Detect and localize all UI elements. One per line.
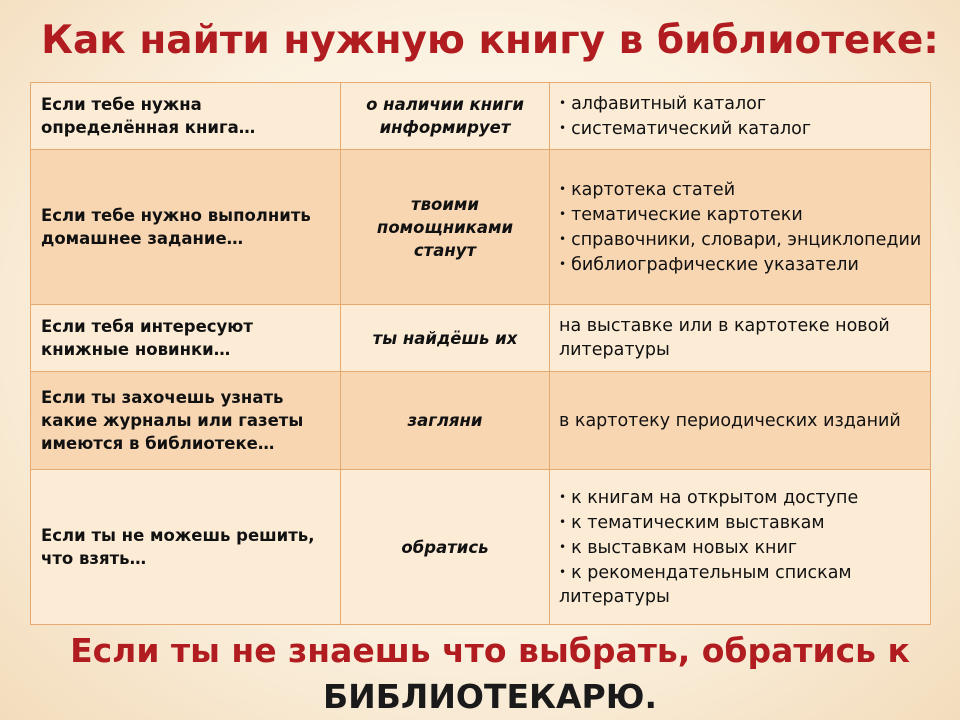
table-row bbox=[31, 150, 931, 305]
result-cell: в картотеку периодических изданий bbox=[550, 372, 931, 470]
list-item: • алфавитный каталог bbox=[559, 94, 767, 114]
table-row bbox=[31, 470, 931, 625]
action-cell: твоими помощниками станут bbox=[341, 150, 550, 305]
footer-line-2: БИБЛИОТЕКАРЮ. bbox=[322, 677, 658, 716]
action-cell: обратись bbox=[341, 470, 550, 625]
list-item: • тематические картотеки bbox=[559, 205, 803, 225]
table-row bbox=[31, 372, 931, 470]
list-item: • картотека статей bbox=[559, 180, 736, 200]
result-list bbox=[559, 177, 922, 277]
condition-cell: Если ты захочешь узнать какие журналы или газеты имеются в библиотеке… bbox=[31, 372, 341, 470]
table-row bbox=[31, 83, 931, 150]
library-guide-table-wrapper bbox=[30, 82, 930, 625]
condition-cell: Если ты не можешь решить, что взять… bbox=[31, 470, 341, 625]
condition-cell: Если тебя интересуют книжные новинки… bbox=[31, 305, 341, 372]
list-item: • к рекомендательным спискам литературы bbox=[559, 563, 852, 607]
list-item: • к тематическим выставкам bbox=[559, 513, 825, 533]
result-cell bbox=[550, 83, 931, 150]
footer-advice bbox=[0, 628, 960, 720]
result-list bbox=[559, 485, 922, 609]
table-row bbox=[31, 305, 931, 372]
result-list bbox=[559, 91, 922, 141]
action-cell: загляни bbox=[341, 372, 550, 470]
list-item: • систематический каталог bbox=[559, 119, 812, 139]
page-title: Как найти нужную книгу в библиотеке: bbox=[41, 18, 939, 63]
action-cell: ты найдёшь их bbox=[341, 305, 550, 372]
list-item: • библиографические указатели bbox=[559, 255, 859, 275]
condition-cell: Если тебе нужна определённая книга… bbox=[31, 83, 341, 150]
list-item: • справочники, словари, энциклопедии bbox=[559, 230, 922, 250]
result-cell: на выставке или в картотеке новой литературы bbox=[550, 305, 931, 372]
list-item: • к выставкам новых книг bbox=[559, 538, 798, 558]
condition-cell: Если тебе нужно выполнить домашнее задание… bbox=[31, 150, 341, 305]
action-cell: о наличии книги информирует bbox=[341, 83, 550, 150]
list-item: • к книгам на открытом доступе bbox=[559, 488, 859, 508]
result-cell bbox=[550, 150, 931, 305]
library-guide-table bbox=[30, 82, 931, 625]
result-cell bbox=[550, 470, 931, 625]
footer-line-1: Если ты не знаешь что выбрать, обратись к bbox=[70, 631, 910, 670]
